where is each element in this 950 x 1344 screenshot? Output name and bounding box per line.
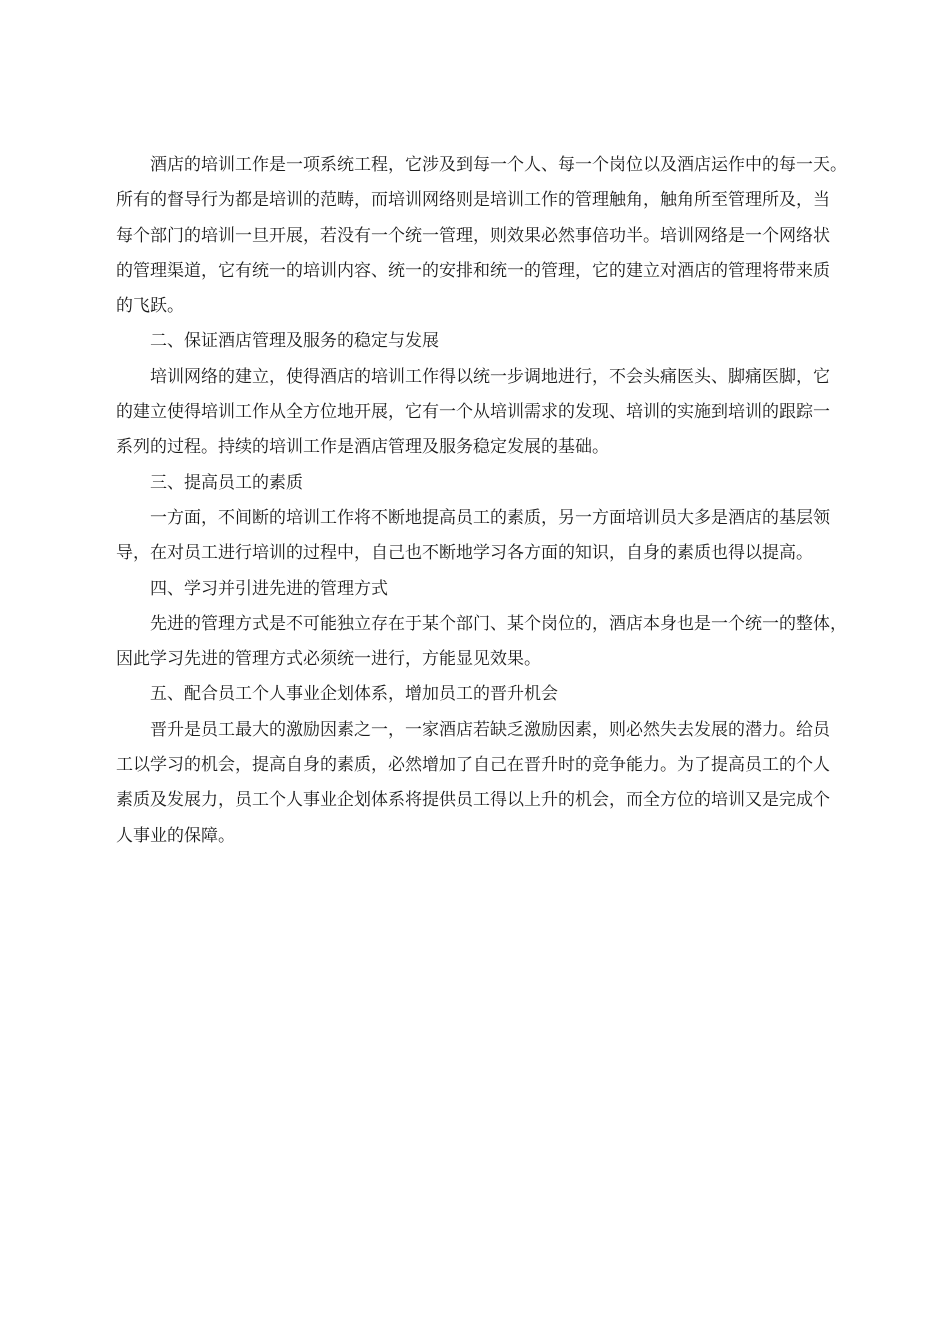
text-line: 酒店的培训工作是一项系统工程，它涉及到每一个人、每一个岗位以及酒店运作中的每一天。 xyxy=(150,155,847,175)
document-body xyxy=(116,148,847,854)
text-line: 人事业的保障。 xyxy=(116,825,235,846)
section-heading: 二、保证酒店管理及服务的稳定与发展 xyxy=(150,331,439,352)
section-heading: 五、配合员工个人事业企划体系，增加员工的晋升机会 xyxy=(150,684,558,705)
section-heading: 三、提高员工的素质 xyxy=(150,472,303,493)
body-paragraph xyxy=(116,607,847,678)
body-paragraph xyxy=(116,713,836,854)
text-line: 因此学习先进的管理方式必须统一进行，方能显见效果。 xyxy=(116,649,541,670)
text-line: 的飞跃。 xyxy=(116,296,184,317)
text-line: 所有的督导行为都是培训的范畴，而培训网络则是培训工作的管理触角，触角所至管理所及，当 xyxy=(116,190,830,211)
text-line: 一方面，不间断的培训工作将不断地提高员工的素质，另一方面培训员大多是酒店的基层领 xyxy=(150,507,830,528)
text-line: 系列的过程。持续的培训工作是酒店管理及服务稳定发展的基础。 xyxy=(116,437,609,458)
text-line: 每个部门的培训一旦开展，若没有一个统一管理，则效果必然事倍功半。培训网络是一个网络状 xyxy=(116,225,830,246)
text-line: 晋升是员工最大的激励因素之一，一家酒店若缺乏激励因素，则必然失去发展的潜力。给员 xyxy=(150,719,830,740)
text-line: 工以学习的机会，提高自身的素质，必然增加了自己在晋升时的竞争能力。为了提高员工的个人 xyxy=(116,755,830,776)
section-heading: 四、学习并引进先进的管理方式 xyxy=(150,578,388,599)
text-line: 的建立使得培训工作从全方位地开展，它有一个从培训需求的发现、培训的实施到培训的跟踪一 xyxy=(116,402,830,423)
text-line: 的管理渠道，它有统一的培训内容、统一的安排和统一的管理，它的建立对酒店的管理将带来质 xyxy=(116,260,830,281)
text-line: 培训网络的建立，使得酒店的培训工作得以统一步调地进行，不会头痛医头、脚痛医脚，它 xyxy=(150,366,830,387)
body-paragraph xyxy=(116,501,836,572)
text-line: 先进的管理方式是不可能独立存在于某个部门、某个岗位的，酒店本身也是一个统一的整体， xyxy=(150,613,847,634)
body-paragraph xyxy=(116,148,847,324)
body-paragraph xyxy=(116,360,836,466)
text-line: 素质及发展力，员工个人事业企划体系将提供员工得以上升的机会，而全方位的培训又是完成个 xyxy=(116,790,830,811)
text-line: 导，在对员工进行培训的过程中，自己也不断地学习各方面的知识，自身的素质也得以提高。 xyxy=(116,543,813,564)
